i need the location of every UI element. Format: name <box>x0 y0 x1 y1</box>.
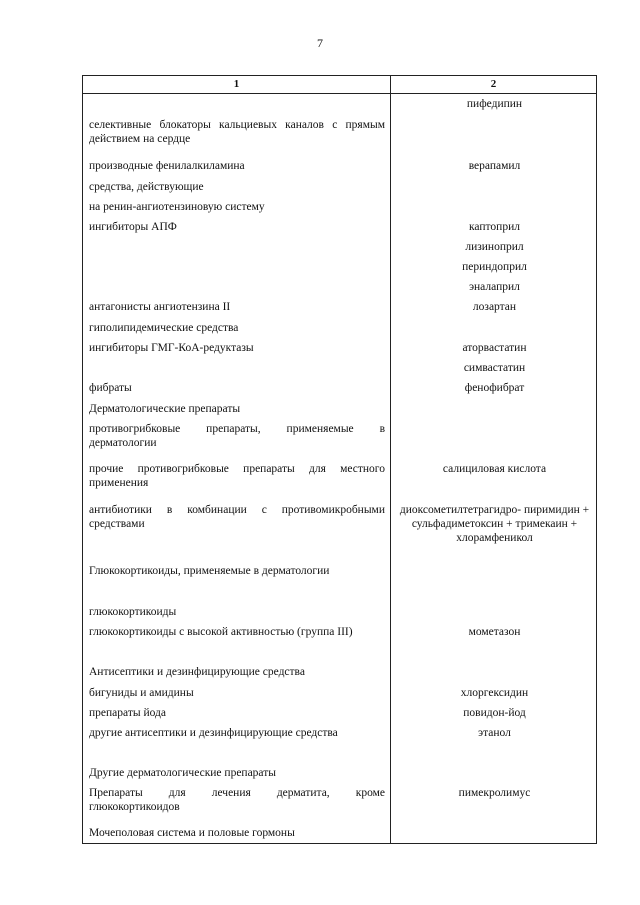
table-row-left: селективные блокаторы кальциевых каналов с прямым действием на сердце <box>89 119 385 145</box>
table-row-right: каптоприл <box>469 221 520 233</box>
column-header-2: 2 <box>490 78 497 90</box>
table-row-right: мометазон <box>468 626 521 638</box>
table-row-left: на ренин-ангиотензиновую систему <box>89 201 265 213</box>
table-row-right: аторвастатин <box>462 342 527 354</box>
table-row-left: Мочеполовая система и половые гормоны <box>89 827 295 839</box>
table-row-left: Антисептики и дезинфицирующие средства <box>89 666 305 678</box>
table-row-right: верапамил <box>468 160 521 172</box>
column-divider <box>390 76 391 843</box>
table-row-right: салициловая кислота <box>442 463 547 475</box>
column-header-1: 1 <box>233 78 240 90</box>
table-row-left: антибиотики в комбинации с противомикробными средствами <box>89 504 385 530</box>
page-number: 7 <box>317 36 323 50</box>
table-row-left: ингибиторы АПФ <box>89 221 177 233</box>
table-row-right: пифедипин <box>466 98 523 110</box>
table-row-left: Препараты для лечения дерматита, кроме глюкокортикоидов <box>89 787 385 813</box>
table-row-left: глюкокортикоиды с высокой активностью (группа III) <box>89 626 353 638</box>
header-rule <box>83 93 596 94</box>
table-row-right: этанол <box>478 727 511 739</box>
table-row-left: препараты йода <box>89 707 166 719</box>
table-row-left: глюкокортикоиды <box>89 606 177 618</box>
drug-table <box>82 75 597 844</box>
table-row-left: антагонисты ангиотензина II <box>89 301 231 313</box>
table-row-left: другие антисептики и дезинфицирующие средства <box>89 727 338 739</box>
table-row-right: лизиноприл <box>465 241 524 253</box>
table-row-left: бигуниды и амидины <box>89 687 194 699</box>
table-row-left: Дерматологические препараты <box>89 403 241 415</box>
table-row-right: пимекролимус <box>458 787 531 799</box>
table-row-right: повидон-йод <box>463 707 526 719</box>
table-row-right: симвастатин <box>463 362 526 374</box>
table-row-right: периндоприл <box>462 261 527 273</box>
table-row-left: противогрибковые препараты, применяемые в дерматологии <box>89 423 385 449</box>
table-row-left: гиполипидемические средства <box>89 322 239 334</box>
table-row-left: Другие дерматологические препараты <box>89 767 276 779</box>
table-row-right: эналаприл <box>469 281 520 293</box>
table-row-left: прочие противогрибковые препараты для местного применения <box>89 463 385 489</box>
table-row-left: ингибиторы ГМГ-КоА-редуктазы <box>89 342 254 354</box>
table-row-right: диоксометилтетрагидро- пиримидин + сульфадиметоксин + тримекаин + хлорамфеникол <box>399 504 590 544</box>
table-row-right: фенофибрат <box>464 382 525 394</box>
table-row-right: лозартан <box>472 301 517 313</box>
table-row-left: производные фенилалкиламина <box>89 160 245 172</box>
table-row-left: фибраты <box>89 382 132 394</box>
table-row-left: средства, действующие <box>89 181 204 193</box>
table-row-left: Глюкокортикоиды, применяемые в дерматологии <box>89 565 330 577</box>
table-row-right: хлоргексидин <box>460 687 529 699</box>
